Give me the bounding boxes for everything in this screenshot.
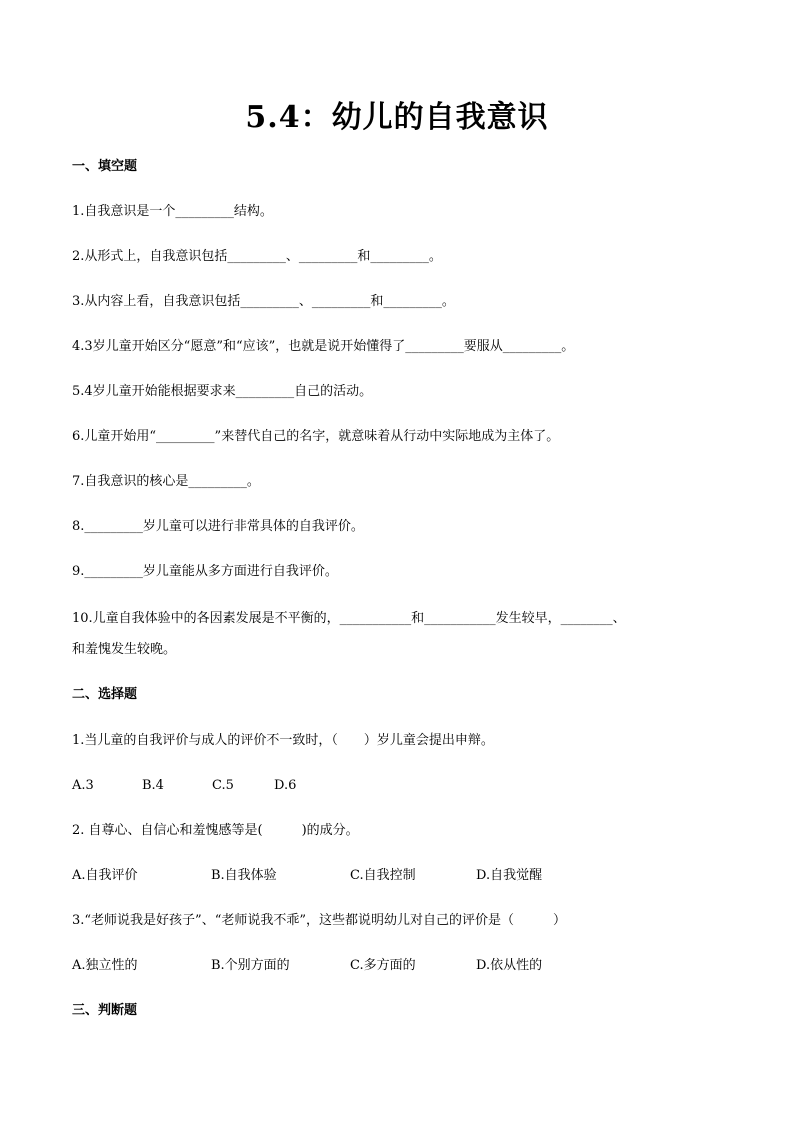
option-c: C.自我控制 [350,868,416,883]
option-b: B.个别方面的 [211,958,290,973]
question-choice-2-options [72,867,542,885]
section-heading-true-false: 三、判断题 [72,1003,138,1018]
question-choice-3: 3.“老师说我是好孩子”、“老师说我不乖”，这些都说明幼儿对自己的评价是（ ） [72,913,566,928]
option-d: D.依从性的 [476,958,543,973]
option-c: C.5 [212,778,234,793]
option-c: C.多方面的 [350,958,416,973]
question-choice-2: 2. 自尊心、自信心和羞愧感等是( )的成分。 [72,823,359,838]
option-a: A.自我评价 [72,868,138,883]
question-fill-7: 7.自我意识的核心是_________。 [72,474,260,489]
section-heading-choice: 二、选择题 [72,687,138,702]
question-fill-1: 1.自我意识是一个_________结构。 [72,204,273,219]
question-fill-3: 3.从内容上看，自我意识包括_________、_________和_________。 [72,294,455,309]
question-fill-8: 8._________岁儿童可以进行非常具体的自我评价。 [72,519,364,534]
question-fill-10: 10.儿童自我体验中的各因素发展是不平衡的，___________和___________发生较早，________、 [72,611,626,626]
question-choice-1-options [72,777,296,795]
question-fill-4: 4.3岁儿童开始区分“愿意”和“应该”，也就是说开始懂得了_________要服从_________。 [72,339,575,354]
question-fill-10-continued: 和羞愧发生较晚。 [72,642,177,657]
page-title: 5.4：幼儿的自我意识 [245,100,549,135]
question-fill-6: 6.儿童开始用“_________”来替代自己的名字，就意味着从行动中实际地成为主体了。 [72,429,560,444]
option-b: B.4 [142,778,164,793]
section-heading-fill-in: 一、填空题 [72,159,138,174]
question-fill-9: 9._________岁儿童能从多方面进行自我评价。 [72,564,338,579]
option-d: D.6 [274,778,297,793]
question-fill-2: 2.从形式上，自我意识包括_________、_________和_________。 [72,249,442,264]
option-b: B.自我体验 [211,868,277,883]
question-fill-5: 5.4岁儿童开始能根据要求来_________自己的活动。 [72,384,373,399]
option-d: D.自我觉醒 [476,868,543,883]
question-choice-3-options [72,957,542,975]
question-choice-1: 1.当儿童的自我评价与成人的评价不一致时，（ ）岁儿童会提出申辩。 [72,733,494,748]
option-a: A.3 [72,778,94,793]
option-a: A.独立性的 [72,958,138,973]
